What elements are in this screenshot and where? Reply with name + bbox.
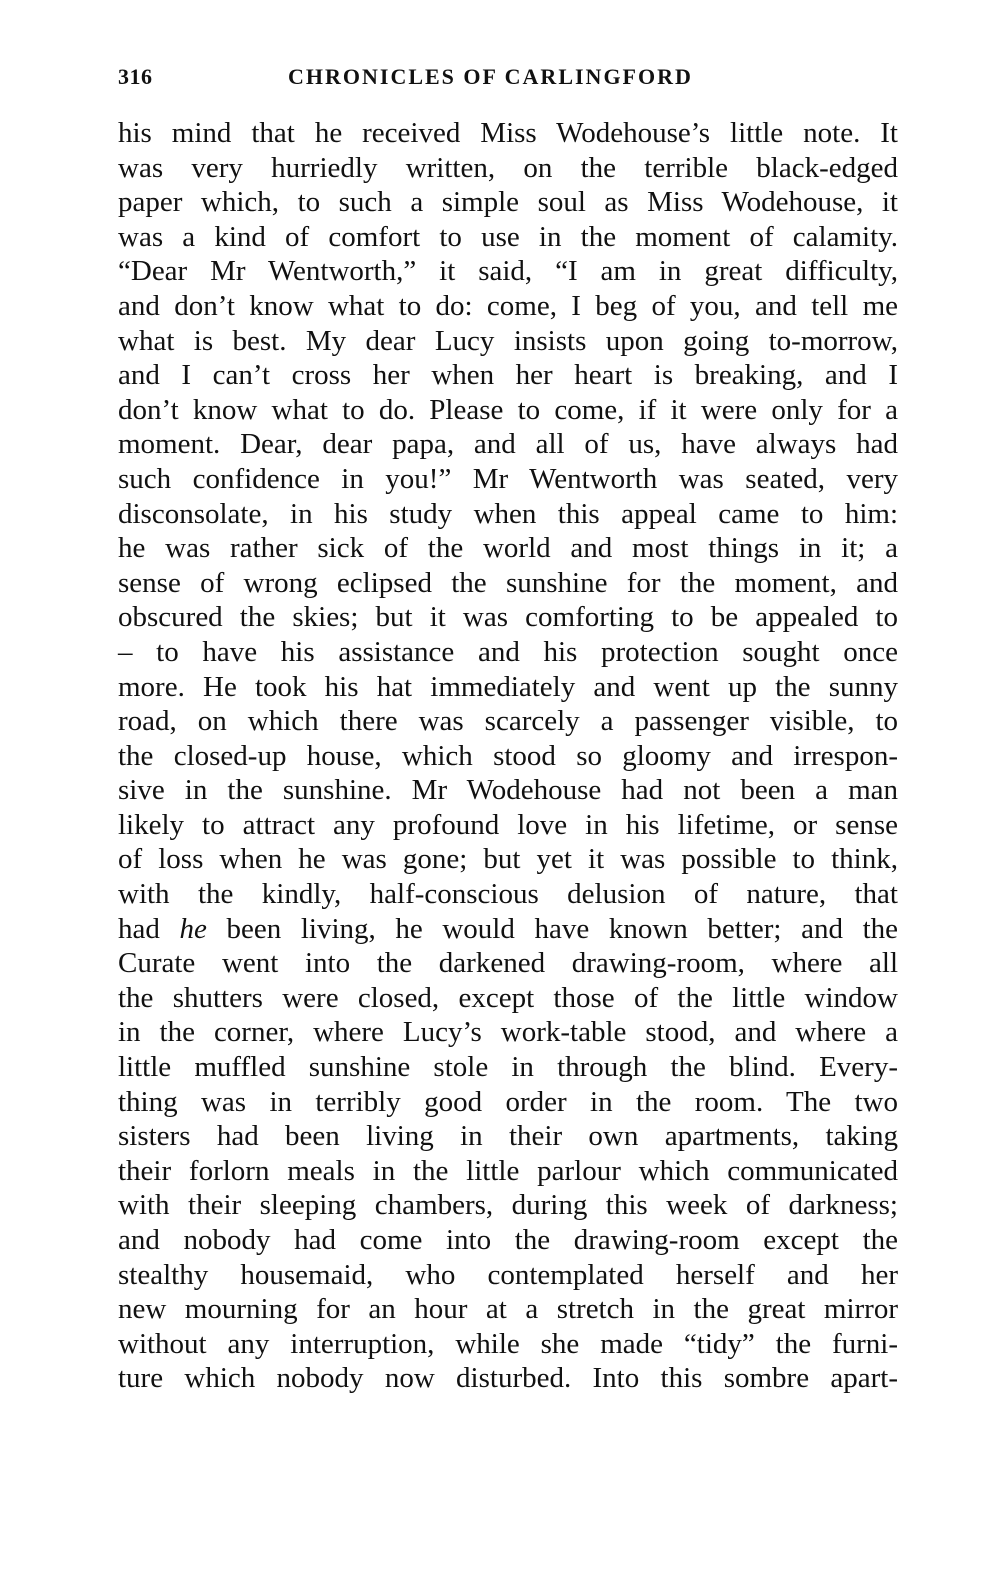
text-line: was very hurriedly written, on the terrible black-edged — [118, 151, 898, 184]
text-line: thing was in terribly good order in the room. The two — [118, 1085, 898, 1118]
text-line: likely to attract any profound love in his lifetime, or sense — [118, 808, 898, 841]
text-line: his mind that he received Miss Wodehouse’s little note. It — [118, 117, 898, 149]
text-line: – to have his assistance and his protection sought once — [118, 635, 898, 668]
text-line: and don’t know what to do: come, I beg of you, and tell me — [118, 289, 898, 322]
text-segment: been living, he would have known better; and the — [206, 912, 898, 945]
text-line: such confidence in you!” Mr Wentworth was seated, very — [118, 462, 898, 495]
text-line: their forlorn meals in the little parlour which communicated — [118, 1154, 898, 1187]
page-number: 316 — [118, 64, 153, 89]
text-line: the closed-up house, which stood so gloomy and irrespon- — [118, 739, 898, 772]
text-line: in the corner, where Lucy’s work-table stood, and where a — [118, 1016, 898, 1049]
emphasized-word: he — [179, 912, 207, 945]
text-line: sense of wrong eclipsed the sunshine for the moment, and — [118, 566, 898, 599]
text-line-with-emphasis — [118, 912, 898, 947]
body-text — [118, 116, 898, 1396]
text-line: more. He took his hat immediately and went up the sunny — [118, 670, 898, 703]
text-line: obscured the skies; but it was comforting to be appealed to — [118, 601, 898, 634]
text-line: Curate went into the darkened drawing-room, where all — [118, 947, 898, 980]
text-line: with their sleeping chambers, during this week of darkness; — [118, 1189, 898, 1222]
text-line: what is best. My dear Lucy insists upon going to-morrow, — [118, 324, 898, 357]
text-line: “Dear Mr Wentworth,” it said, “I am in great difficulty, — [118, 255, 898, 288]
text-line: moment. Dear, dear papa, and all of us, have always had — [118, 428, 898, 461]
text-line: paper which, to such a simple soul as Miss Wodehouse, it — [118, 186, 898, 219]
text-line: with the kindly, half-conscious delusion of nature, that — [118, 878, 898, 911]
text-line: stealthy housemaid, who contemplated herself and her — [118, 1258, 898, 1291]
page-header — [118, 64, 898, 104]
text-line: sive in the sunshine. Mr Wodehouse had not been a man — [118, 774, 898, 807]
text-line: was a kind of comfort to use in the moment of calamity. — [118, 220, 898, 253]
text-segment: had — [118, 912, 180, 945]
text-line: and nobody had come into the drawing-room except the — [118, 1224, 898, 1256]
text-line: sisters had been living in their own apartments, taking — [118, 1120, 898, 1153]
text-line: without any interruption, while she made “tidy” the furni- — [118, 1327, 898, 1360]
text-line: don’t know what to do. Please to come, if it were only for a — [118, 393, 898, 426]
text-line: he was rather sick of the world and most things in it; a — [118, 532, 898, 565]
text-line: of loss when he was gone; but yet it was possible to think, — [118, 843, 898, 876]
running-title: CHRONICLES OF CARLINGFORD — [288, 64, 693, 89]
text-line: road, on which there was scarcely a passenger visible, to — [118, 705, 898, 738]
text-line: ture which nobody now disturbed. Into this sombre apart- — [118, 1362, 898, 1395]
text-line: new mourning for an hour at a stretch in the great mirror — [118, 1293, 898, 1326]
text-line: the shutters were closed, except those of the little window — [118, 981, 898, 1014]
text-line: little muffled sunshine stole in through the blind. Every- — [118, 1051, 898, 1084]
text-line: and I can’t cross her when her heart is breaking, and I — [118, 359, 898, 392]
text-line: disconsolate, in his study when this appeal came to him: — [118, 497, 898, 530]
